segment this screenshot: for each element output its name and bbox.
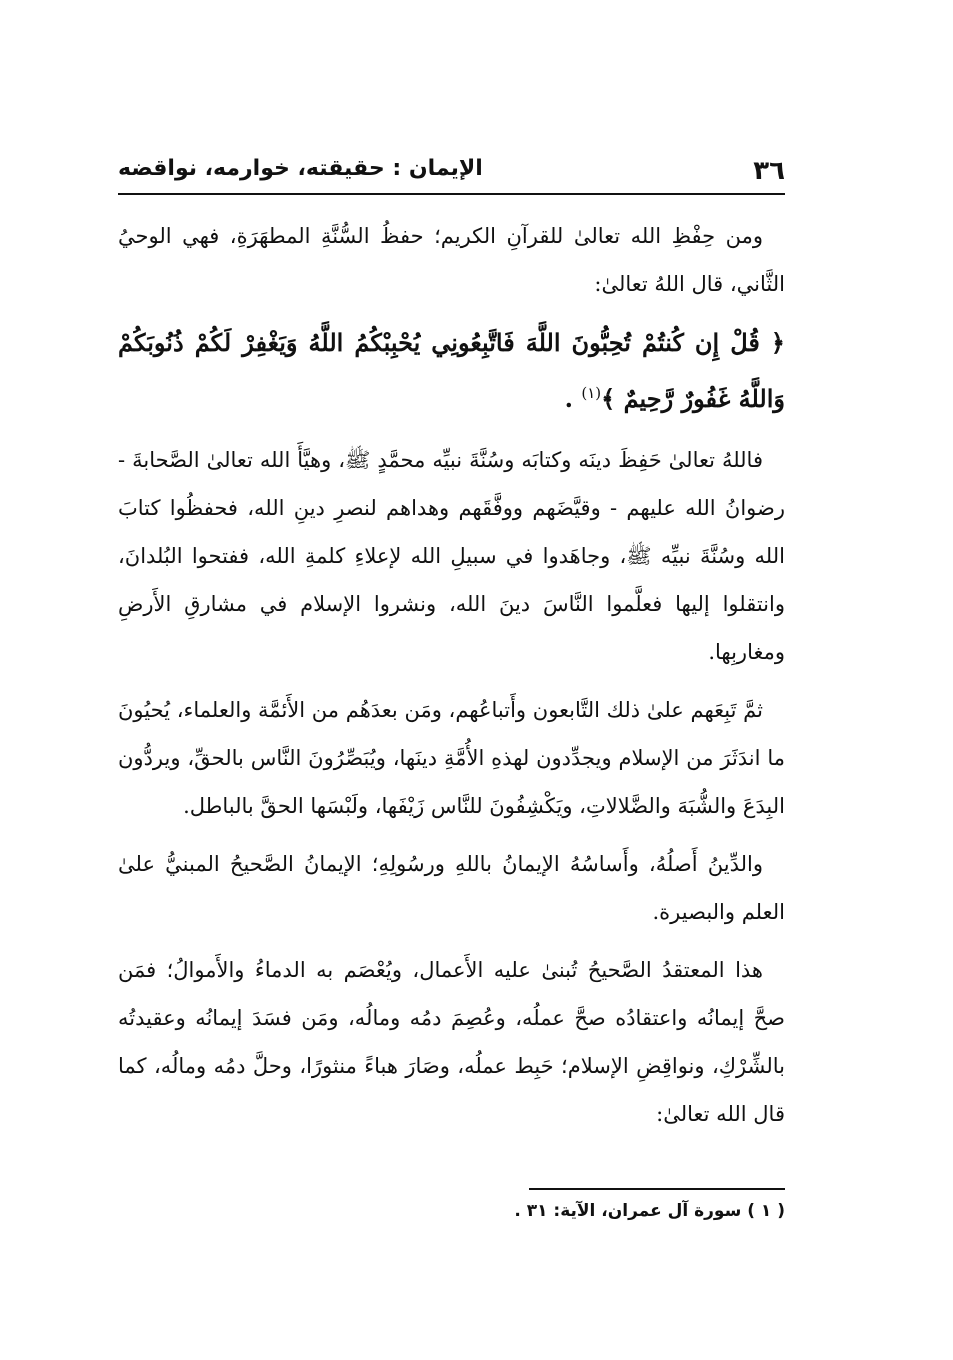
quran-verse [118,318,785,424]
footnote-rule [529,1188,785,1190]
header-rule [118,193,785,195]
paragraph-3: ثمَّ تَبِعَهم علىٰ ذلك التَّابعون وأَتباعُهم، ومَن بعدَهُم من الأَئمَّة والعلماء، يُحيُونَ ما اندَثَرَ من الإسلام ويجدِّدون لهذهِ الأُمَّةِ دينَها، ويُبَصِّرُونَ النَّاس بالحقِّ، ويردُّون البِدَعَ والشُّبَهَ والضَّلالاتِ، ويَكْشِفُونَ للنَّاس زَيْفَها، ولَبْسَها الحقَّ بالباطل. [118,698,785,818]
footnote: ( ١ ) سورة آل عمران، الآية: ٣١ . [514,1201,785,1221]
paragraph-1: ومن حِفْظِ الله تعالىٰ للقرآنِ الكريم؛ حفظُ السُّنَّةِ المطهَرَةِ، فهي الوحيُ الثَّاني، قال اللهُ تعالىٰ: [118,224,785,296]
page-body [118,212,785,1138]
footnote-marker: (١) [581,384,602,402]
paragraph-5: هذا المعتقدُ الصَّحيحُ تُبنىٰ عليه الأَعمال، ويُعْصَم به الدماءُ والأَموالُ؛ فمَن صحَّ إيمانُه واعتقادُه صحَّ عملُه، وعُصِمَ دمُه ومالُه، ومَن فسَدَ إيمانُه وعقيدتُه بالشِّرْكِ، ونواقِضِ الإسلام؛ حَبِط عملُه، وصَارَ هباءً منثورًا، وحلَّ دمُه ومالُه، كما قال الله تعالىٰ: [118,958,785,1126]
paragraph-2: فاللهُ تعالىٰ حَفِظَ دينَه وكتابَه وسُنَّةَ نبيِّه محمَّدٍ ﷺ، وهيَّأَ الله تعالىٰ الصَّحابةَ - رضوانُ الله عليهم - وقيَّضَهم ووفَّقَهم وهداهم لنصرِ دينِ الله، فحفظُوا كتابَ الله وسُنَّةَ نبيِّه ﷺ، وجاهَدوا في سبيلِ الله لإعلاءِ كلمةِ الله، ففتحوا البُلدانَ، وانتقلوا إليها فعلَّموا النَّاسَ دينَ الله، ونشروا الإسلام في مشارقِ الأَرضِ ومغاربِها. [118,448,785,664]
running-title: الإيمان : حقيقته، خوارمه، نواقضه [118,156,483,181]
verse-end-mark: . [564,384,574,413]
page-header [118,150,785,190]
page-number: ٣٦ [753,156,785,186]
paragraph-4: والدِّينُ أَصلُهُ، وأَساسُهُ الإيمانُ باللهِ ورسُولِهِ؛ الإيمانُ الصَّحيحُ المبنيُّ علىٰ العلم والبصيرة. [118,852,785,924]
verse-text: ﴿ قُلْ إِن كُنتُمْ تُحِبُّونَ اللَّهَ فَاتَّبِعُونِي يُحْبِبْكُمُ اللَّهُ وَيَغْفِرْ لَكُمْ ذُنُوبَكُمْ وَاللَّهُ غَفُورٌ رَّحِيمٌ ﴾ [118,328,785,413]
